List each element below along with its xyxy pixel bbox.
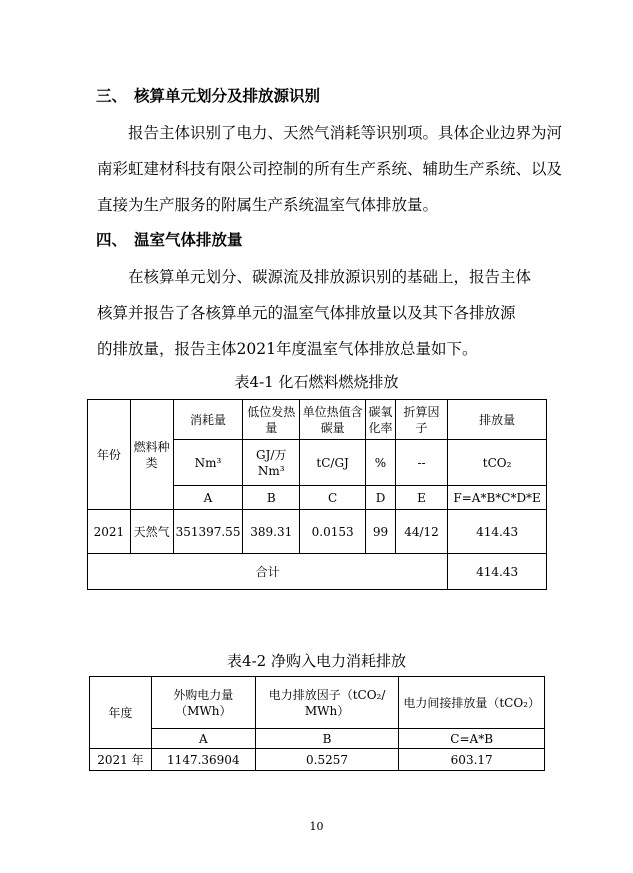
paragraph-line: 南彩虹建材科技有限公司控制的所有生产系统、辅助生产系统、以及: [97, 160, 563, 178]
value-cell: 1147.36904: [151, 749, 255, 771]
page-number: 10: [309, 820, 324, 833]
total-value: 414.43: [448, 554, 547, 590]
paragraph-line: 直接为生产服务的附属生产系统温室气体排放量。: [97, 196, 439, 214]
code-cell: C=A*B: [399, 729, 545, 749]
value-cell: 414.43: [448, 510, 547, 554]
unit-cell: %: [366, 440, 396, 486]
paragraph-line: 核算并报告了各核算单元的温室气体排放量以及其下各排放源: [97, 304, 516, 322]
table-row: [90, 749, 545, 771]
section-3-paragraph: [97, 115, 563, 223]
section-3-heading: [96, 84, 320, 106]
paragraph-line: 在核算单元划分、碳源流及排放源识别的基础上，报告主体: [128, 268, 532, 286]
column-header: 消耗量: [173, 400, 243, 440]
fuel-type-header: 燃料种类: [130, 400, 173, 510]
column-header: 单位热值含碳量: [300, 400, 366, 440]
year-cell: 2021 年: [90, 749, 152, 771]
paragraph-line: 报告主体识别了电力、天然气消耗等识别项。具体企业边界为河: [128, 124, 563, 142]
column-header: 排放量: [448, 400, 547, 440]
section-4-number: 四、: [96, 231, 128, 249]
fuel-cell: 天然气: [130, 510, 173, 554]
value-cell: 389.31: [243, 510, 300, 554]
year-header: 年份: [88, 400, 131, 510]
unit-cell: --: [395, 440, 447, 486]
code-cell: D: [366, 486, 396, 510]
total-label: 合计: [88, 554, 448, 590]
section-3-title: 核算单元划分及排放源识别: [134, 87, 321, 105]
unit-cell: tCO₂: [448, 440, 547, 486]
value-cell: 44/12: [395, 510, 447, 554]
unit-cell: GJ/万Nm³: [243, 440, 300, 486]
column-header: 外购电力量（MWh）: [151, 677, 255, 729]
paragraph-line: 的排放量，报告主体2021年度温室气体排放总量如下。: [97, 340, 478, 358]
code-cell: C: [300, 486, 366, 510]
code-cell: F=A*B*C*D*E: [448, 486, 547, 510]
code-cell: A: [173, 486, 243, 510]
code-cell: B: [243, 486, 300, 510]
column-header: 低位发热量: [243, 400, 300, 440]
year-header: 年度: [90, 677, 152, 749]
code-cell: E: [395, 486, 447, 510]
value-cell: 0.5257: [255, 749, 399, 771]
value-cell: 99: [366, 510, 396, 554]
section-4-heading: [96, 228, 243, 250]
unit-cell: tC/GJ: [300, 440, 366, 486]
fossil-fuel-emission-table: [87, 399, 547, 590]
table-1-caption: 表4-1 化石燃料燃烧排放: [234, 373, 399, 391]
section-4-title: 温室气体排放量: [134, 231, 243, 249]
value-cell: 603.17: [399, 749, 545, 771]
column-header: 电力间接排放量（tCO₂）: [399, 677, 545, 729]
column-header: 电力排放因子（tCO₂/ MWh）: [255, 677, 399, 729]
unit-cell: Nm³: [173, 440, 243, 486]
column-header: 折算因子: [395, 400, 447, 440]
purchased-electricity-table: [89, 676, 545, 771]
year-cell: 2021: [88, 510, 131, 554]
total-row: [88, 554, 547, 590]
table-2-caption: 表4-2 净购入电力消耗排放: [227, 652, 406, 670]
section-3-number: 三、: [96, 87, 128, 105]
value-cell: 0.0153: [300, 510, 366, 554]
section-4-paragraph: [97, 259, 549, 367]
column-header: 碳氧化率: [366, 400, 396, 440]
code-cell: A: [151, 729, 255, 749]
code-cell: B: [255, 729, 399, 749]
value-cell: 351397.55: [173, 510, 243, 554]
table-row: [88, 510, 547, 554]
